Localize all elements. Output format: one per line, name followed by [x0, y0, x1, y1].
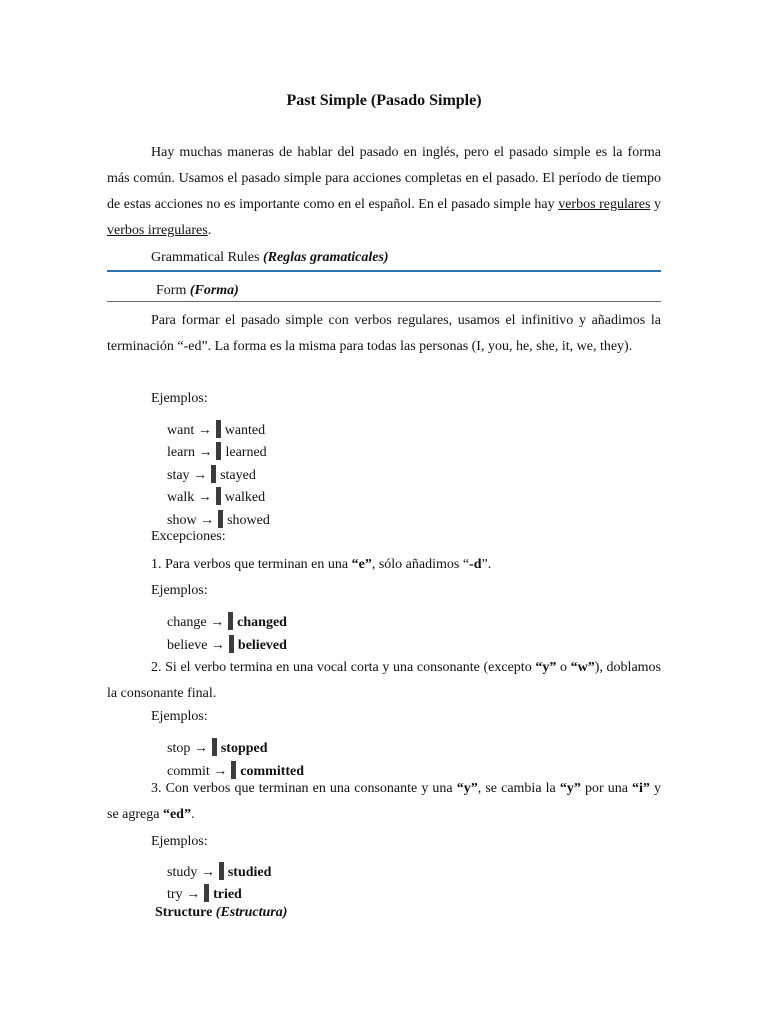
exception-text: ), doblamos la consonante final. [107, 660, 661, 701]
example-past: wanted [224, 423, 266, 438]
bar-marker [219, 862, 224, 880]
example-past: stayed [220, 468, 256, 483]
page-title: Past Simple (Pasado Simple) [286, 92, 482, 109]
arrow-icon: → [210, 615, 225, 630]
examples-label: Ejemplos: [151, 391, 208, 406]
example-past: changed [237, 615, 287, 630]
exception-text: , se cambia la [477, 781, 560, 796]
example-base: show [167, 513, 197, 528]
form-text: Para formar el pasado simple con verbos regulares, usamos el infinitivo y añadimos la terminación “-ed”. La forma es la misma para todas las personas (I, you, he, she, it, we, they). [107, 313, 661, 354]
example-past: learned [225, 445, 267, 460]
intro-text: Hay muchas maneras de hablar del pasado en inglés, pero el pasado simple es la forma más común. Usamos el pasado simple para acciones completas en el pasado. El período de tiempo de estas acciones no es importante como en el español. En el pasado simple hay [107, 145, 661, 212]
bar-marker [218, 510, 223, 528]
arrow-icon: → [200, 865, 215, 880]
example-row [167, 510, 270, 529]
form-label-es: (Forma) [189, 283, 239, 298]
arrow-icon: → [197, 423, 212, 438]
arrow-icon: → [197, 490, 212, 505]
example-past: committed [240, 764, 305, 779]
exception-highlight: “y” [559, 781, 581, 796]
example-row [167, 465, 256, 484]
exception-text: . [190, 807, 195, 822]
bar-marker [211, 465, 216, 483]
bar-marker [204, 884, 209, 902]
examples-label: Ejemplos: [151, 583, 208, 598]
example-base: stay [167, 468, 190, 483]
grammatical-rules-label-es: (Reglas gramaticales) [262, 250, 389, 265]
exception-highlight: “w” [570, 660, 595, 675]
exception-text: y se agrega [107, 781, 662, 822]
form-paragraph [107, 308, 661, 360]
example-row [167, 884, 242, 903]
example-base: stop [167, 741, 191, 756]
example-past: studied [227, 865, 272, 880]
example-base: try [167, 887, 183, 902]
example-base: change [167, 615, 207, 630]
exception-highlight: -d [469, 557, 482, 572]
intro-period: . [207, 223, 212, 238]
exception-text: o [556, 660, 571, 675]
example-base: study [167, 865, 198, 880]
bar-marker [216, 487, 221, 505]
exception-2-text [107, 655, 661, 707]
structure-label: Structure [155, 905, 216, 920]
example-base: want [167, 423, 195, 438]
arrow-icon: → [193, 741, 208, 756]
examples-label: Ejemplos: [151, 709, 208, 724]
example-past: walked [224, 490, 266, 505]
grammatical-rules-label: Grammatical Rules [151, 250, 263, 265]
examples-label: Ejemplos: [151, 834, 208, 849]
example-base: walk [167, 490, 195, 505]
regular-verbs-link[interactable]: verbos regulares [558, 197, 651, 212]
example-row [167, 612, 287, 631]
example-row [167, 442, 267, 461]
exception-highlight: “ed” [162, 807, 191, 822]
arrow-icon: → [198, 445, 213, 460]
example-past: stopped [220, 741, 268, 756]
arrow-icon: → [200, 513, 215, 528]
form-divider [107, 301, 661, 302]
irregular-verbs-link[interactable]: verbos irregulares [107, 223, 208, 238]
bar-marker [212, 738, 217, 756]
section-divider [107, 270, 661, 272]
bar-marker [229, 635, 234, 653]
example-base: learn [167, 445, 195, 460]
form-label: Form [156, 283, 190, 298]
exception-1-text [151, 557, 491, 573]
example-past: showed [227, 513, 270, 528]
arrow-icon: → [210, 638, 225, 653]
intro-paragraph [107, 140, 661, 244]
exception-text: 1. Para verbos que terminan en una [151, 557, 352, 572]
structure-label-es: (Estructura) [215, 905, 288, 920]
bar-marker [228, 612, 233, 630]
example-past: tried [213, 887, 242, 902]
example-row [167, 420, 265, 439]
arrow-icon: → [193, 468, 208, 483]
exception-text: 3. Con verbos que terminan en una consonante y una [151, 781, 457, 796]
exception-3-text [107, 776, 661, 828]
exception-text: , sólo añadimos “ [371, 557, 470, 572]
bar-marker [216, 442, 221, 460]
example-row [167, 635, 287, 654]
exceptions-label: Excepciones: [151, 529, 226, 544]
exception-highlight: “e” [351, 557, 372, 572]
example-past: believed [237, 638, 287, 653]
structure-heading [155, 905, 287, 921]
arrow-icon: → [213, 764, 228, 779]
bar-marker [216, 420, 221, 438]
example-row [167, 487, 265, 506]
example-row [167, 862, 271, 881]
grammatical-rules-heading [151, 250, 389, 266]
exception-highlight: “i” [632, 781, 650, 796]
arrow-icon: → [186, 887, 201, 902]
example-base: believe [167, 638, 208, 653]
intro-conjunction: y [650, 197, 661, 212]
form-heading [156, 283, 239, 299]
exception-text: ”. [481, 557, 492, 572]
example-base: commit [167, 764, 210, 779]
exception-highlight: “y” [456, 781, 478, 796]
exception-highlight: “y” [535, 660, 557, 675]
exception-text: por una [580, 781, 633, 796]
exception-text: 2. Si el verbo termina en una vocal corta y una consonante (excepto [151, 660, 536, 675]
example-row [167, 738, 268, 757]
